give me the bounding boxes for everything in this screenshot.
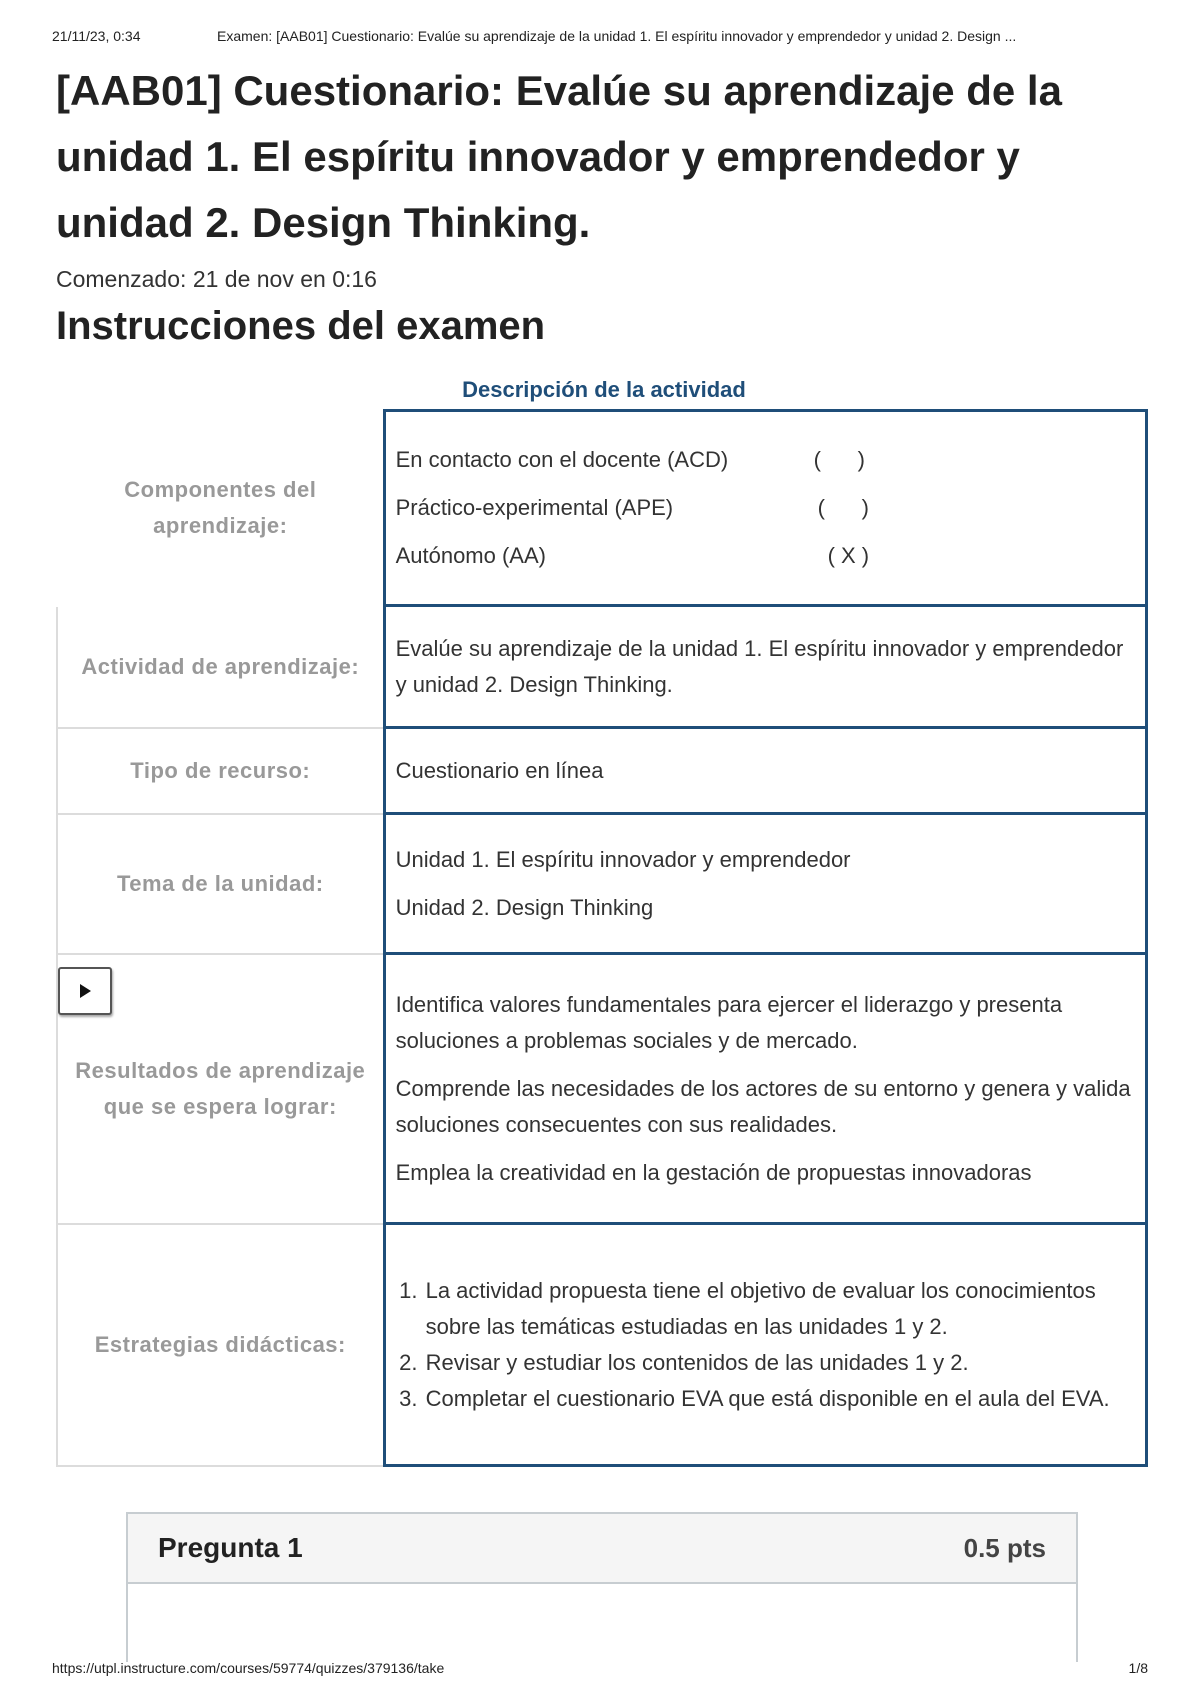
media-play-button[interactable] xyxy=(58,967,112,1015)
component-mark: ( X ) xyxy=(827,543,870,568)
strategies-value xyxy=(384,1224,1146,1466)
result-item: Comprende las necesidades de los actores de su entorno y genera y valida soluciones consecuentes con sus realidades. xyxy=(395,1075,1131,1137)
theme-item: Unidad 1. El espíritu innovador y emprendedor xyxy=(395,846,851,872)
started-label: Comenzado: xyxy=(56,266,187,292)
component-item xyxy=(396,490,1135,526)
print-header xyxy=(52,28,1148,48)
activity-label: Actividad de aprendizaje: xyxy=(57,606,384,728)
theme-label: Tema de la unidad: xyxy=(57,814,384,954)
components-label: Componentes del aprendizaje: xyxy=(124,477,317,538)
result-item: Emplea la creatividad en la gestación de propuestas innovadoras xyxy=(395,1159,1032,1185)
strategies-label: Estrategias didácticas: xyxy=(57,1224,384,1466)
print-datetime: 21/11/23, 0:34 xyxy=(52,28,141,44)
strategies-list xyxy=(424,1273,1135,1417)
components-value xyxy=(384,411,1146,606)
strategy-item: 2. Revisar y estudiar los contenidos de las unidades 1 y 2. xyxy=(424,1345,1135,1381)
component-name: Autónomo (AA) xyxy=(395,543,546,568)
print-page-number: 1/8 xyxy=(1128,1660,1148,1676)
theme-item: Unidad 2. Design Thinking xyxy=(395,894,654,920)
component-item xyxy=(396,538,1135,574)
component-name: Práctico-experimental (APE) xyxy=(395,495,674,520)
row-theme xyxy=(57,814,1147,954)
row-results xyxy=(57,954,1147,1224)
table-caption: Descripción de la actividad xyxy=(462,377,746,402)
results-value xyxy=(384,954,1146,1224)
row-resource xyxy=(57,728,1147,814)
row-components xyxy=(57,411,1147,606)
question-title: Pregunta 1 xyxy=(158,1532,303,1563)
question-header xyxy=(128,1514,1076,1584)
component-name: En contacto con el docente (ACD) xyxy=(395,447,729,472)
results-label-cell xyxy=(57,954,384,1224)
strategy-item: 3. Completar el cuestionario EVA que está disponible en el aula del EVA. xyxy=(424,1381,1135,1417)
question-card xyxy=(126,1512,1078,1662)
component-item xyxy=(396,442,1135,478)
strategy-item: 1. La actividad propuesta tiene el objetivo de evaluar los conocimientos sobre las temáticas estudiadas en las unidades 1 y 2. xyxy=(424,1273,1135,1345)
page-title: [AAB01] Cuestionario: Evalúe su aprendizaje de la unidad 1. El espíritu innovador y emprendedor y unidad 2. Design Thinking. xyxy=(56,67,1062,246)
resource-value: Cuestionario en línea xyxy=(384,728,1146,814)
component-mark: ( ) xyxy=(813,447,865,472)
result-item: Identifica valores fundamentales para ejercer el liderazgo y presenta soluciones a problemas sociales y de mercado. xyxy=(395,991,1063,1053)
results-label: Resultados de aprendizaje que se espera lograr: xyxy=(75,1057,366,1119)
resource-label: Tipo de recurso: xyxy=(57,728,384,814)
started-value: 21 de nov en 0:16 xyxy=(192,266,377,292)
instructions-heading: Instrucciones del examen xyxy=(56,304,546,348)
row-strategies xyxy=(57,1224,1147,1466)
activity-table xyxy=(56,409,1148,1467)
activity-value: Evalúe su aprendizaje de la unidad 1. El espíritu innovador y emprendedor y unidad 2. Design Thinking. xyxy=(384,606,1146,728)
started-info xyxy=(56,266,377,293)
question-points: 0.5 pts xyxy=(963,1532,1046,1563)
row-activity xyxy=(57,606,1147,728)
play-icon xyxy=(80,984,91,998)
print-doc-title: Examen: [AAB01] Cuestionario: Evalúe su aprendizaje de la unidad 1. El espíritu innovador y emprendedor y unidad 2. Design ... xyxy=(217,28,1017,44)
component-mark: ( ) xyxy=(817,495,869,520)
print-url: https://utpl.instructure.com/courses/59774/quizzes/379136/take xyxy=(52,1660,445,1676)
theme-value xyxy=(384,814,1146,954)
